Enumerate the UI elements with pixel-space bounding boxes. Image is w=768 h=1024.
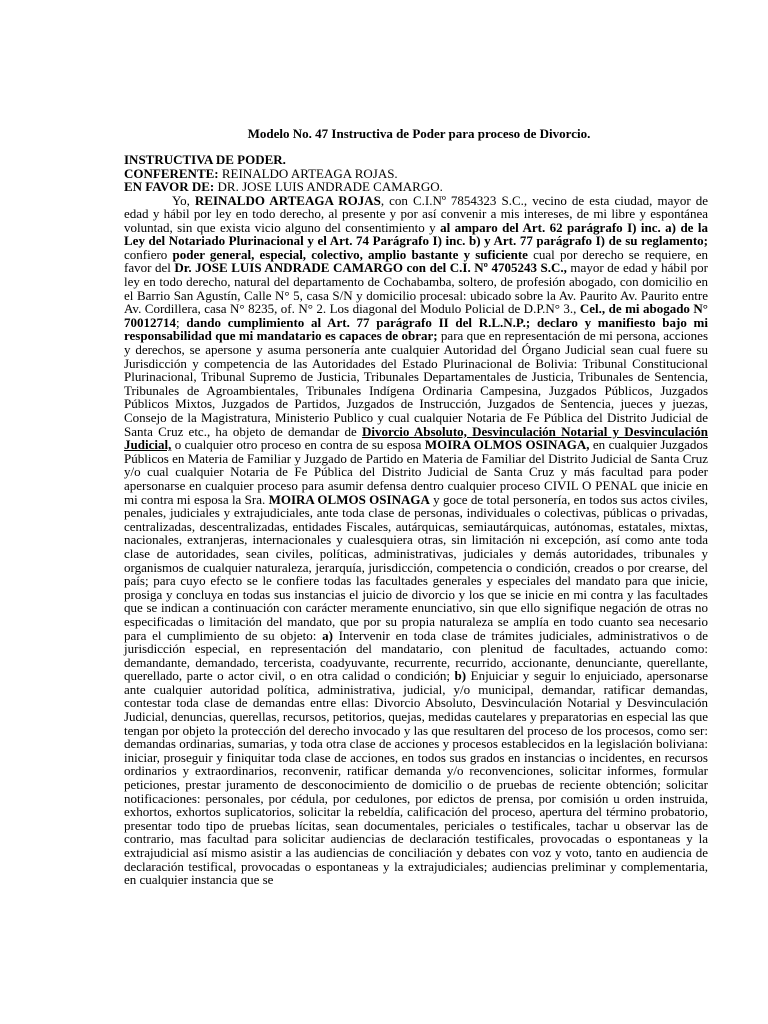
body-text-run: Cel., de mi abogado N° 70012714 (124, 301, 708, 330)
document-title: Modelo No. 47 Instructiva de Poder para proceso de Divorcio. (247, 126, 591, 141)
body-text-run: , con C.I.Nº 7854323 S.C., vecino de esta ciudad, mayor de edad y hábil por ley en todo derecho, al presente y por así convenir a mis intereses, de mi libre y espontánea voluntad, sin que exista vicio alguno del consentimiento y (124, 192, 708, 235)
body-text-run: en cualquier Juzgados Públicos en Materia de Familiar y Juzgado de Partido en Materia de Familiar del Distrito Judicial de Santa Cruz y/o cual cualquier Notaria de Fe Pública del Distrito Judicial de Santa Cruz y más facultad para poder apersonarse en cualquier proceso para asumir defensa dentro cualquier proceso CIVIL O PENAL que inicie en mi contra mi esposa la Sra. (124, 437, 708, 507)
body-text-run: Dr. JOSE LUIS ANDRADE CAMARGO con del C.I. Nº 4705243 S.C., (174, 260, 567, 276)
document-body (124, 194, 708, 887)
body-text-run: ; (176, 314, 187, 330)
body-text-run: o cualquier otro proceso en contra de su esposa (171, 437, 425, 453)
body-text-run: al amparo del Art. 62 parágrafo I) inc. a) de la Ley del Notariado Plurinacional y el Art. 74 Parágrafo I) inc. b) y Art. 77 parágrafo I) de su reglamento; (124, 219, 708, 249)
body-text-run: confiero (124, 246, 173, 262)
body-text-run: b) (454, 668, 467, 684)
body-text-run: Divorcio Absoluto, Desvinculación Notarial y Desvinculación Judicial, (124, 423, 708, 453)
body-text-run: dando cumplimiento al Art. 77 parágrafo II del R.L.N.P.; declaro y manifiesto bajo mi responsabilidad que mi mandatario es capaces de obrar; (124, 314, 708, 344)
document-header (124, 153, 708, 194)
body-text-run: MOIRA OLMOS OSINAGA, (424, 437, 590, 453)
body-text-run: Intervenir en toda clase de trámites judiciales, administrativos o de jurisdicción especial, en representación del mandatario, con plenitud de facultades, actuando como: demandante, demandado, tercerista, coadyuvante, recurrente, recurrido, accionante, denunciante, querellante, querellado, parte o actor civil, o en otra calidad o condición; (124, 627, 708, 684)
body-text-run: cual por derecho se requiere, en favor del (124, 246, 709, 276)
body-text-run: MOIRA OLMOS OSINAGA (268, 491, 430, 507)
header-instructiva: INSTRUCTIVA DE PODER. (124, 152, 286, 167)
body-text-run: poder general, especial, colectivo, amplio bastante y suficiente (172, 246, 528, 262)
body-text-run: Yo, (172, 192, 195, 208)
header-en-favor-de: EN FAVOR DE: DR. JOSE LUIS ANDRADE CAMARGO. (124, 179, 443, 194)
header-conferente: CONFERENTE: REINALDO ARTEAGA ROJAS. (124, 165, 398, 181)
body-text-run: mayor de edad y hábil por ley en todo derecho, natural del departamento de Cochabamba, soltero, de profesión abogado, con domicilio en el Barrio San Agustín, Calle N° 5, casa S/N y domicilio procesal: ubicado sobre la Av. Paurito Av. Paurito entre Av. Cordillera, casa N° 8235, of. N° 2. Los diagonal del Modulo Policial de D.P.N° 3., (124, 260, 709, 317)
body-text-run: Enjuiciar y seguir lo enjuiciado, apersonarse ante cualquier autoridad política, administrativa, judicial, y/o municipal, demandar, ratificar demandas, contestar toda clase de demandas entre ellas: Divorcio Absoluto, Desvinculación Notarial y Desvinculación Judicial, denuncias, querellas, recursos, petitorios, quejas, medidas cautelares y preparatorias en especial las que tengan por objeto la protección del derecho invocado y las que resultaren del proceso de los procesos, como ser: demandas ordinarias, sumarias, y toda otra clase de acciones y procesos establecidos en la legislación boliviana: iniciar, proseguir y finiquitar toda clase de acciones, en todos sus grados en instancias o incidentes, en recursos ordinarios y extraordinarios, reconvenir, ratificar demanda y/o reconvenciones, solicitar informes, formular peticiones, prestar juramento de desconocimiento de domicilio o de pruebas de reciente obtención; solicitar notificaciones: personales, por cédula, por cedulones, por edictos de prensa, por comisión u orden instruida, exhortos, exhortos suplicatorios, solicitar la rebeldía, calificación del proceso, apertura del término probatorio, presentar todo tipo de pruebas lícitas, sean documentales, periciales o testificales, tachar u observar las de contrario, mas facultad para solicitar audiencias de declaración testificales, provocadas o espontaneas y la extrajudicial así mismo asistir a las audiencias de conciliación y debates con voz y voto, tanto en audiencia de declaración testifical, provocadas o espontaneas y la extrajudiciales; audiencias preliminar y complementaria, en cualquier instancia que se (124, 668, 709, 888)
body-text-run: a) (322, 627, 333, 643)
body-text-run: y goce de total personería, en todos sus actos civiles, penales, judiciales y extrajudiciales, ante toda clase de personas, individuales o colectivas, públicas o privadas, centralizadas, descentralizadas, entidades Fiscales, autárquicas, semiautárquicas, autónomas, estatales, mixtas, nacionales, extranjeras, internacionales y cualesquiera otras, sin limitación ni excepción, así como ante toda clase de autoridades, sean civiles, políticas, administrativas, judiciales y demás autoridades, tribunales y organismos de cualquier naturaleza, jerarquía, jurisdicción, competencia o condición, creados o por crearse, del país; para cuyo efecto se le confiere todas las facultades generales y especiales del mandato para que inicie, prosiga y concluya en todas sus instancias el juicio de divorcio y los que se inicie en mi contra y las facultades que se indican a continuación con carácter meramente enunciativo, sin que ello signifique negación de otras no especificadas o limitación del mandato, que por su propia naturaleza se amplía en todo cuanto sea necesario para el cumplimiento de su objeto: (124, 491, 708, 643)
body-text-run: REINALDO ARTEAGA ROJAS (194, 192, 381, 208)
body-text-run: para que en representación de mi persona, acciones y derechos, se apersone y asuma personería ante cualquier Autoridad del Órgano Judicial sean cual fuere su Jurisdicción y competencia de las Autoridades del Estado Plurinacional de Bolivia: Tribunal Constitucional Plurinacional, Tribunal Supremo de Justicia, Tribunales Departamentales de Justicia, Tribunales de Sentencia, Tribunales de Agroambientales, Tribunales Indígena Ordinaria Campesina, Juzgados Públicos, Juzgados Públicos Mixtos, Juzgados de Partidos, Juzgados de Instrucción, Juzgados de Sentencia, jueces y juezas, Consejo de la Magistratura, Ministerio Publico y cual cualquier Notaria de Fe Pública del Distrito Judicial de Santa Cruz etc., ha objeto de demandar de (124, 328, 709, 439)
